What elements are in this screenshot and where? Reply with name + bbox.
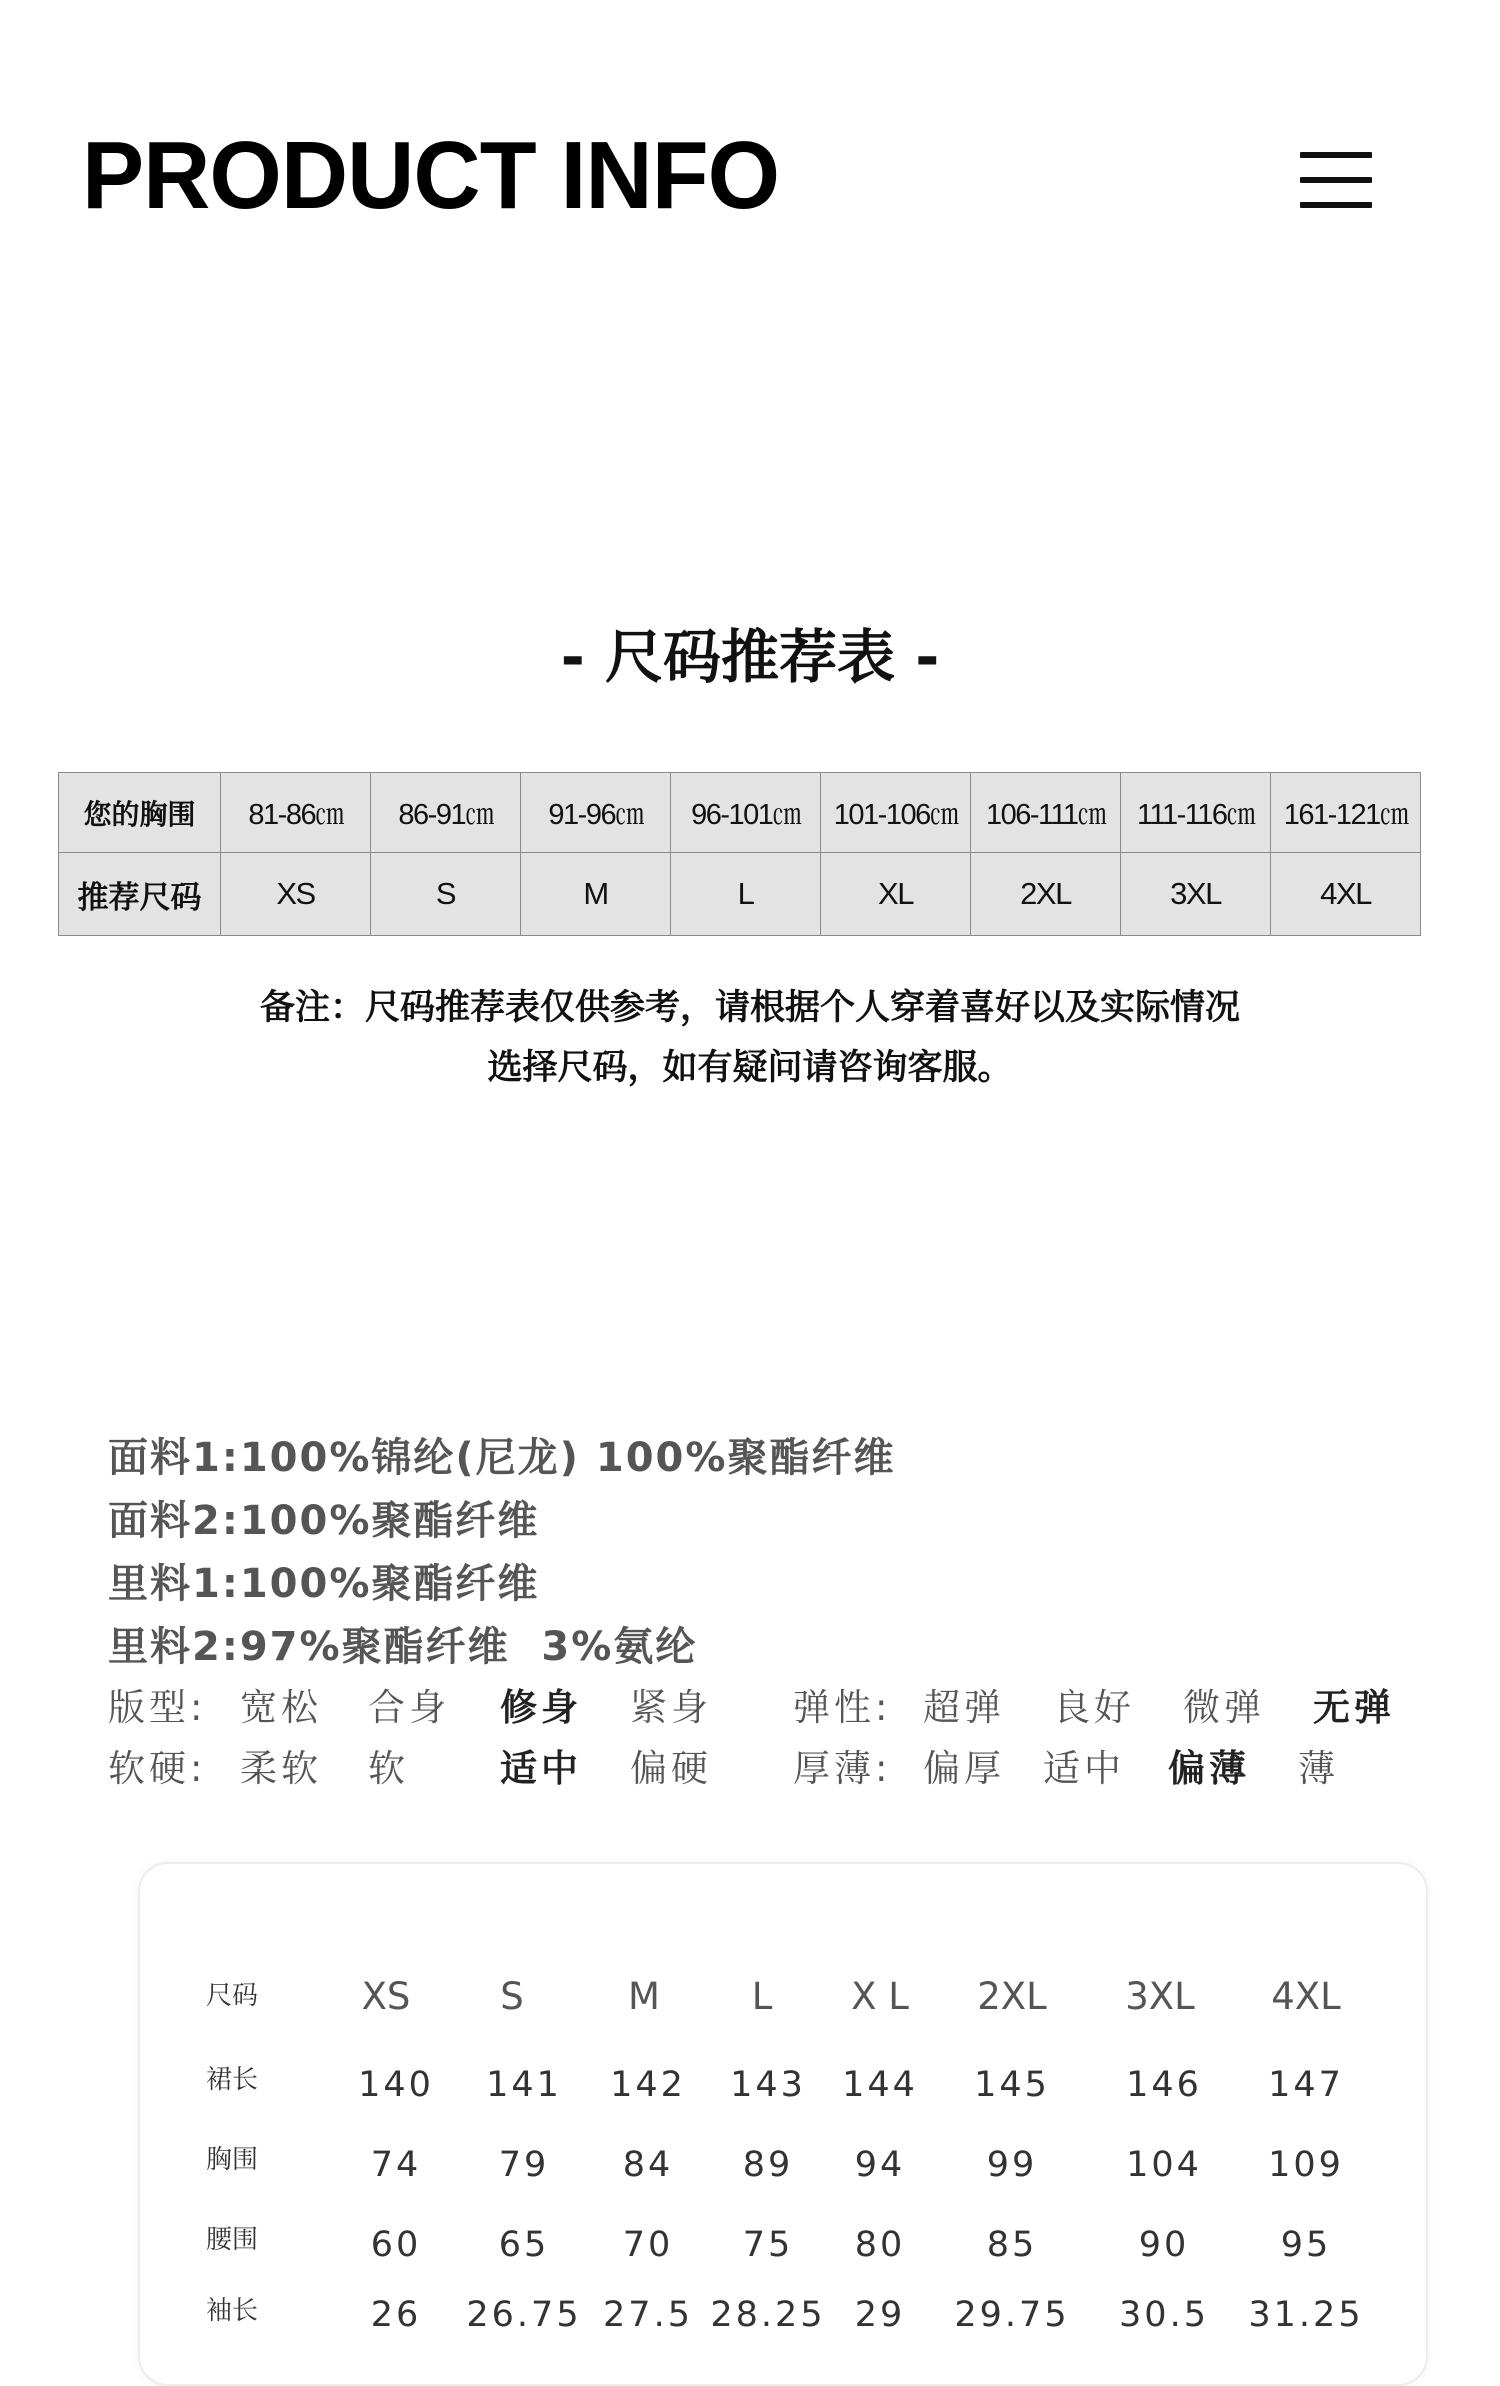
fabric-line: 里料1:100%聚酯纤维 bbox=[108, 1561, 540, 1607]
size-cell: 2XL bbox=[971, 853, 1121, 936]
thickness-label: 厚薄: bbox=[793, 1747, 892, 1790]
measure-value: 30.5 bbox=[1119, 2295, 1209, 2335]
hamburger-menu-icon[interactable] bbox=[1300, 152, 1372, 208]
size-cell: M bbox=[521, 853, 671, 936]
page-title: PRODUCT INFO bbox=[82, 122, 780, 229]
softness-option: 软 bbox=[368, 1747, 409, 1790]
measure-value: 79 bbox=[498, 2145, 550, 2185]
fabric-line: 里料2:97%聚酯纤维 3%氨纶 bbox=[108, 1624, 698, 1670]
size-cell: 4XL bbox=[1271, 853, 1421, 936]
measure-value: 147 bbox=[1268, 2065, 1344, 2105]
measure-value: 90 bbox=[1138, 2225, 1190, 2265]
row-label: 腰围 bbox=[206, 2225, 259, 2255]
fit-option: 合身 bbox=[368, 1686, 450, 1729]
measure-value: 95 bbox=[1280, 2225, 1332, 2265]
row-label: 袖长 bbox=[206, 2296, 259, 2326]
measure-value: 70 bbox=[622, 2225, 674, 2265]
size-note-line2: 选择尺码，如有疑问请咨询客服。 bbox=[487, 1048, 1013, 1088]
size-header: M bbox=[628, 1975, 660, 2018]
size-recommendation-table bbox=[58, 772, 1421, 936]
elasticity-label: 弹性: bbox=[793, 1686, 892, 1729]
measure-value: 26.75 bbox=[466, 2295, 582, 2335]
row-label: 胸围 bbox=[206, 2145, 259, 2175]
fabric-line: 面料2:100%聚酯纤维 bbox=[108, 1498, 540, 1544]
measure-value: 142 bbox=[610, 2065, 686, 2105]
size-header: L bbox=[751, 1975, 773, 2018]
measure-value: 74 bbox=[370, 2145, 422, 2185]
fit-option-selected: 修身 bbox=[500, 1686, 582, 1729]
measure-value: 29.75 bbox=[954, 2295, 1070, 2335]
measure-value: 89 bbox=[742, 2145, 794, 2185]
fit-option: 紧身 bbox=[630, 1686, 712, 1729]
softness-option: 柔软 bbox=[240, 1747, 322, 1790]
size-header: X L bbox=[851, 1975, 909, 2018]
measure-value: 140 bbox=[358, 2065, 434, 2105]
size-row-label: 推荐尺码 bbox=[59, 853, 221, 936]
chest-range-cell: 81-86㎝ bbox=[221, 773, 371, 853]
size-cell: L bbox=[671, 853, 821, 936]
elasticity-option: 良好 bbox=[1053, 1686, 1135, 1729]
thickness-option-selected: 偏薄 bbox=[1168, 1747, 1250, 1790]
size-header: 2XL bbox=[977, 1975, 1047, 2018]
size-note-line1: 备注：尺码推荐表仅供参考，请根据个人穿着喜好以及实际情况 bbox=[259, 988, 1240, 1028]
softness-option: 偏硬 bbox=[630, 1747, 712, 1790]
measure-value: 27.5 bbox=[603, 2295, 693, 2335]
chest-range-cell: 111-116㎝ bbox=[1121, 773, 1271, 853]
fabric-line: 面料1:100%锦纶(尼龙) 100%聚酯纤维 bbox=[108, 1435, 896, 1481]
size-cell: XS bbox=[221, 853, 371, 936]
thickness-option: 偏厚 bbox=[923, 1747, 1005, 1790]
size-recommendation-title: - 尺码推荐表 - bbox=[560, 623, 940, 691]
measure-value: 29 bbox=[854, 2295, 906, 2335]
size-header: S bbox=[500, 1975, 524, 2018]
measure-value: 99 bbox=[986, 2145, 1038, 2185]
elasticity-option: 微弹 bbox=[1183, 1686, 1265, 1729]
measure-value: 65 bbox=[498, 2225, 550, 2265]
elasticity-option-selected: 无弹 bbox=[1313, 1686, 1395, 1729]
measure-value: 28.25 bbox=[710, 2295, 826, 2335]
fit-option: 宽松 bbox=[240, 1686, 322, 1729]
size-cell: S bbox=[371, 853, 521, 936]
measure-value: 141 bbox=[486, 2065, 562, 2105]
size-note bbox=[0, 978, 1500, 1098]
chest-range-cell: 106-111㎝ bbox=[971, 773, 1121, 853]
measure-value: 109 bbox=[1268, 2145, 1344, 2185]
chest-range-cell: 96-101㎝ bbox=[671, 773, 821, 853]
measure-value: 85 bbox=[986, 2225, 1038, 2265]
chest-row-label: 您的胸围 bbox=[59, 773, 221, 853]
softness-label: 软硬: bbox=[108, 1747, 207, 1790]
chest-range-cell: 86-91㎝ bbox=[371, 773, 521, 853]
measure-value: 146 bbox=[1126, 2065, 1202, 2105]
size-cell: 3XL bbox=[1121, 853, 1271, 936]
measure-value: 145 bbox=[974, 2065, 1050, 2105]
softness-option-selected: 适中 bbox=[500, 1747, 582, 1790]
size-cell: XL bbox=[821, 853, 971, 936]
size-header-label: 尺码 bbox=[206, 1981, 259, 2011]
size-header: 4XL bbox=[1271, 1975, 1341, 2018]
chest-range-cell: 101-106㎝ bbox=[821, 773, 971, 853]
measure-value: 60 bbox=[370, 2225, 422, 2265]
row-label: 裙长 bbox=[206, 2065, 259, 2095]
measure-value: 94 bbox=[854, 2145, 906, 2185]
measure-value: 80 bbox=[854, 2225, 906, 2265]
measure-value: 104 bbox=[1126, 2145, 1202, 2185]
measure-value: 143 bbox=[730, 2065, 806, 2105]
elasticity-option: 超弹 bbox=[923, 1686, 1005, 1729]
fit-label: 版型: bbox=[108, 1686, 207, 1729]
measure-value: 31.25 bbox=[1248, 2295, 1364, 2335]
size-header: XS bbox=[361, 1975, 411, 2018]
chest-range-cell: 91-96㎝ bbox=[521, 773, 671, 853]
chest-range-cell: 161-121㎝ bbox=[1271, 773, 1421, 853]
measure-value: 84 bbox=[622, 2145, 674, 2185]
size-header: 3XL bbox=[1125, 1975, 1195, 2018]
thickness-option: 薄 bbox=[1298, 1747, 1339, 1790]
thickness-option: 适中 bbox=[1043, 1747, 1125, 1790]
measure-value: 144 bbox=[842, 2065, 918, 2105]
measure-value: 75 bbox=[742, 2225, 794, 2265]
measure-value: 26 bbox=[370, 2295, 422, 2335]
